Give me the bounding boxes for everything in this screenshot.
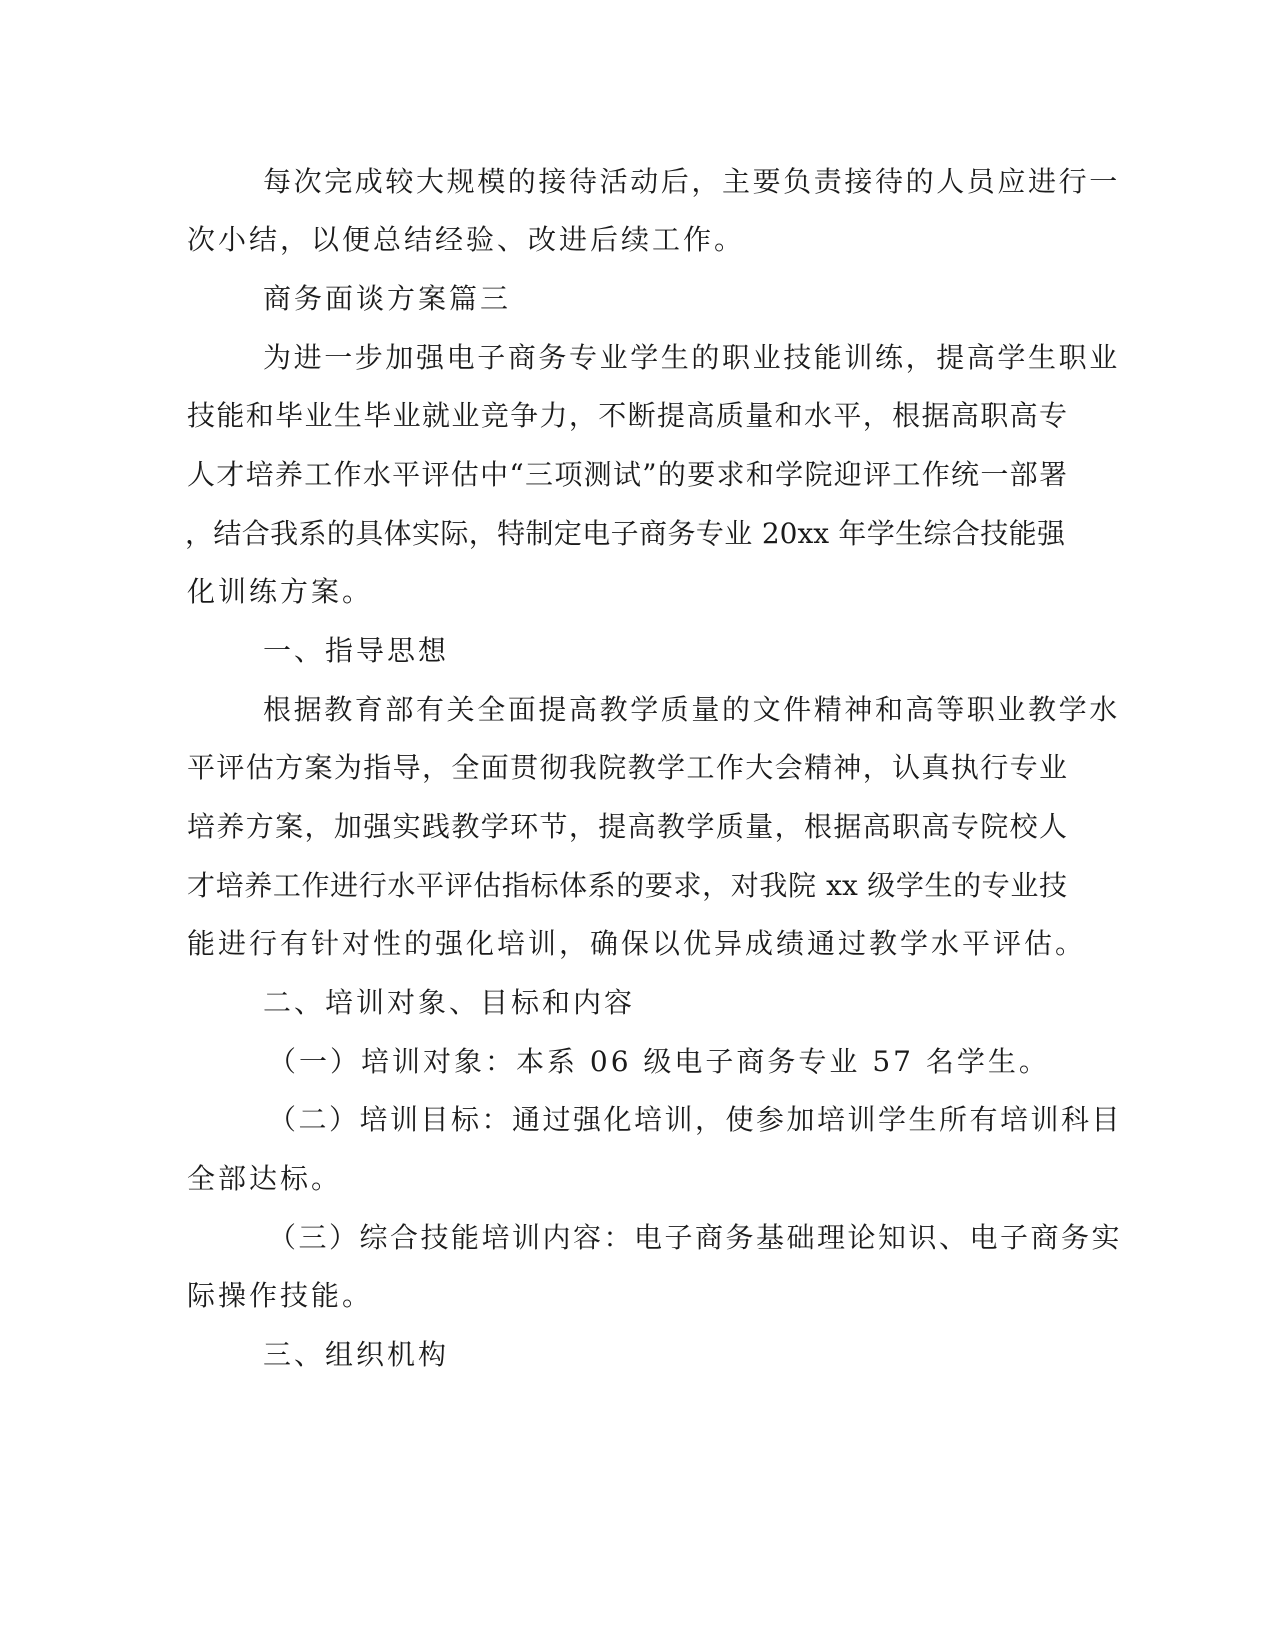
paragraph-line: 人才培养工作水平评估中“三项测试”的要求和学院迎评工作统一部署 (187, 458, 1067, 491)
list-item: （一）培训对象：本系 06 级电子商务专业 57 名学生。 (268, 1045, 1050, 1078)
paragraph-line: 全部达标。 (187, 1162, 343, 1195)
paragraph-line: 次小结，以便总结经验、改进后续工作。 (187, 223, 746, 256)
paragraph-line: 际操作技能。 (187, 1279, 374, 1312)
paragraph-line: 为进一步加强电子商务专业学生的职业技能训练，提高学生职业 (263, 341, 1120, 374)
paragraph-line: 能进行有针对性的强化培训，确保以优异成绩通过教学水平评估。 (187, 927, 1087, 960)
paragraph-line: 培养方案，加强实践教学环节，提高教学质量，根据高职高专院校人 (187, 810, 1067, 843)
paragraph-line: 化训练方案。 (187, 575, 374, 608)
list-item: （三）综合技能培训内容：电子商务基础理论知识、电子商务实 (268, 1221, 1123, 1254)
paragraph-line: 平评估方案为指导，全面贯彻我院教学工作大会精神，认真执行专业 (187, 751, 1067, 784)
section-heading: 三、组织机构 (263, 1338, 450, 1371)
section-heading: 商务面谈方案篇三 (263, 282, 512, 315)
section-heading: 二、培训对象、目标和内容 (263, 986, 636, 1019)
list-item: （二）培训目标：通过强化培训，使参加培训学生所有培训科目 (268, 1103, 1123, 1136)
paragraph-line: 才培养工作进行水平评估指标体系的要求，对我院 xx 级学生的专业技 (187, 869, 1067, 902)
paragraph-line: 根据教育部有关全面提高教学质量的文件精神和高等职业教学水 (263, 693, 1120, 726)
paragraph-line: ，结合我系的具体实际，特制定电子商务专业 20xx 年学生综合技能强 (185, 517, 1065, 550)
section-heading: 一、指导思想 (263, 634, 450, 667)
paragraph-line: 技能和毕业生毕业就业竞争力，不断提高质量和水平，根据高职高专 (187, 399, 1067, 432)
paragraph-line: 每次完成较大规模的接待活动后，主要负责接待的人员应进行一 (263, 165, 1120, 198)
